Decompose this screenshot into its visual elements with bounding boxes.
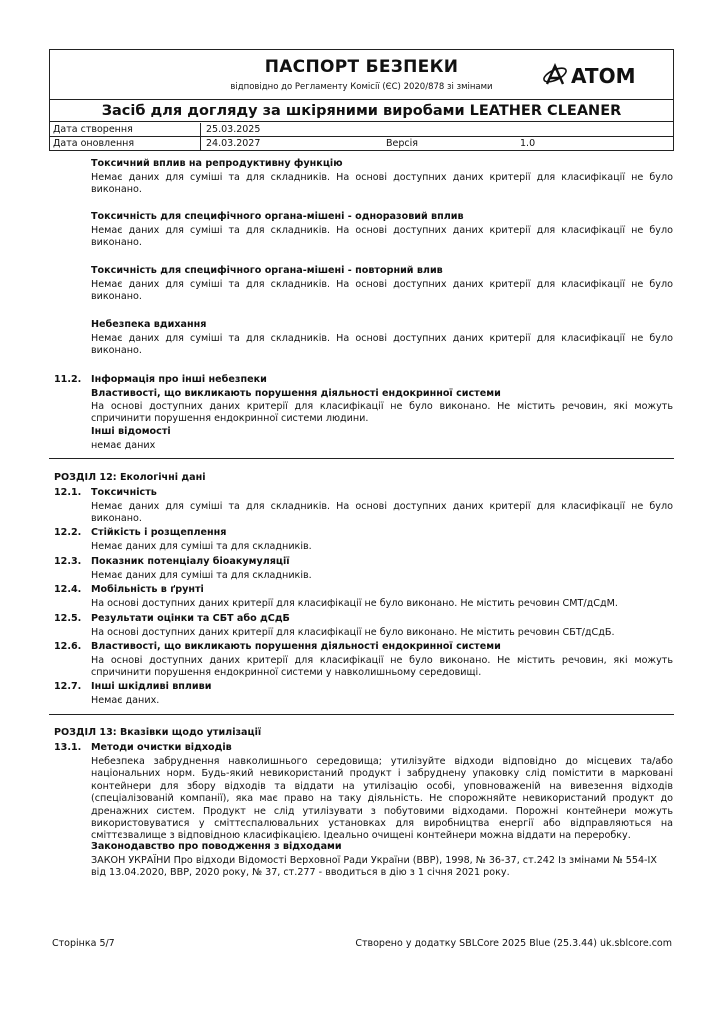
version-label: Версія	[386, 138, 418, 149]
law-title: Законодавство про поводження з відходами	[91, 841, 342, 852]
block-text: Немає даних для суміші та для складників. На основі доступних даних критерії для класифікації не було виконано.	[91, 172, 673, 196]
item-title: Результати оцінки та СБТ або дСдБ	[91, 613, 290, 624]
law-text: ЗАКОН УКРАЇНИ Про відходи Відомості Верховної Ради України (ВВР), 1998, № 36-37, ст.242 Із змінами № 554-IX від 13.04.2020, ВВР, 2020 року, № 37, ст.277 - вводиться в дію з 1 січня 2021 року.	[91, 855, 657, 879]
subsection-title: Властивості, що викликають порушення діяльності ендокринної системи	[91, 388, 501, 399]
item-title: Властивості, що викликають порушення діяльності ендокринної системи	[91, 641, 501, 652]
item-title: Токсичність	[91, 487, 157, 498]
item-number: 12.4.	[54, 584, 82, 595]
created-with: Створено у додатку SBLCore 2025 Blue (25.3.44) uk.sblcore.com	[355, 938, 672, 949]
block-heading: Токсичність для специфічного органа-мішені - одноразовий вплив	[91, 211, 464, 222]
subsection-text: немає даних	[91, 440, 156, 451]
item-number: 12.5.	[54, 613, 82, 624]
item-text: На основі доступних даних критерії для класифікації не було виконано. Не містить речовин СБТ/дСдБ.	[91, 627, 615, 638]
item-number: 12.6.	[54, 641, 82, 652]
table-divider	[200, 123, 201, 151]
section-divider	[49, 458, 674, 459]
item-number: 13.1.	[54, 742, 82, 753]
item-title: Методи очистки відходів	[91, 742, 232, 753]
version-value: 1.0	[520, 138, 536, 149]
block-heading: Токсичність для специфічного органа-мішені - повторний влив	[91, 265, 443, 276]
block-text: Немає даних для суміші та для складників. На основі доступних даних критерії для класифікації не було виконано.	[91, 279, 673, 303]
updated-row	[50, 137, 673, 151]
document-title: ПАСПОРТ БЕЗПЕКИ	[264, 57, 459, 77]
product-name: Засіб для догляду за шкіряними виробами LEATHER CLEANER	[50, 100, 673, 122]
item-text: Немає даних.	[91, 695, 160, 706]
item-title: Стійкість і розщеплення	[91, 527, 227, 538]
block-text: Немає даних для суміші та для складників. На основі доступних даних критерії для класифікації не було виконано.	[91, 225, 673, 249]
item-title: Інші шкідливі впливи	[91, 681, 212, 692]
atom-logo-icon	[541, 62, 669, 88]
item-text: На основі доступних даних критерії для класифікації не було виконано. Не містить речовин, які можуть спричинити порушення ендокринної системи у навколишньому середовищі.	[91, 655, 673, 679]
item-number: 12.7.	[54, 681, 82, 692]
block-heading: Токсичний вплив на репродуктивну функцію	[91, 158, 343, 169]
page-number: Сторінка 5/7	[52, 938, 115, 949]
updated-value: 24.03.2027	[206, 138, 261, 149]
section-title: Інформація про інші небезпеки	[91, 374, 267, 385]
section-heading: РОЗДІЛ 12: Екологічні дані	[54, 472, 206, 483]
created-label: Дата створення	[53, 124, 133, 135]
item-text: Немає даних для суміші та для складників. На основі доступних даних критерії для класифікації не було виконано.	[91, 501, 673, 525]
updated-label: Дата оновлення	[53, 138, 135, 149]
atom-logo	[541, 62, 669, 88]
item-text: Немає даних для суміші та для складників.	[91, 541, 312, 552]
document-subtitle: відповідно до Регламенту Комісії (ЄС) 2020/878 зі змінами	[230, 82, 493, 92]
item-title: Показник потенціалу біоакумуляції	[91, 556, 290, 567]
section-divider	[49, 714, 674, 715]
document-header	[49, 49, 674, 151]
item-text: Небезпека забруднення навколишнього середовища; утилізуйте відходи відповідно до місцевих та/або національних норм. Будь-який невикористаний продукт і забруднену упаковку слід помістити в марковані контейнери для збору відходів та віддати на утилізацію особі, уповноваженій на вивезення відходів (спеціалізованій компанії), яка має право на таку діяльність. Не спорожняйте невикористаний продукт до дренажних систем. Продукт не слід утилізувати з побутовими відходами. Порожні контейнери можуть використовуватися у сміттєспалювальних установках для виробництва енергії або відправляються на сміттєзвалище з відповідною класифікацією. Ідеально очищені контейнери можна віддати на переробку.	[91, 756, 673, 842]
section-heading: РОЗДІЛ 13: Вказівки щодо утилізації	[54, 727, 262, 738]
block-text: Немає даних для суміші та для складників. На основі доступних даних критерії для класифікації не було виконано.	[91, 333, 673, 357]
subsection-text: На основі доступних даних критерії для класифікації не було виконано. Не містить речовин, які можуть спричинити порушення ендокринної системи людини.	[91, 401, 673, 425]
item-title: Мобільність в ґрунті	[91, 584, 204, 595]
created-row	[50, 123, 673, 137]
item-number: 12.3.	[54, 556, 82, 567]
item-text: Немає даних для суміші та для складників.	[91, 570, 312, 581]
subsection-title: Інші відомості	[91, 426, 171, 437]
section-number: 11.2.	[54, 374, 82, 385]
item-text: На основі доступних даних критерії для класифікації не було виконано. Не містить речовин СМТ/дСдМ.	[91, 598, 618, 609]
block-heading: Небезпека вдихання	[91, 319, 207, 330]
created-value: 25.03.2025	[206, 124, 261, 135]
item-number: 12.2.	[54, 527, 82, 538]
item-number: 12.1.	[54, 487, 82, 498]
header-top	[50, 50, 673, 100]
logo-text: ATOM	[571, 64, 636, 88]
